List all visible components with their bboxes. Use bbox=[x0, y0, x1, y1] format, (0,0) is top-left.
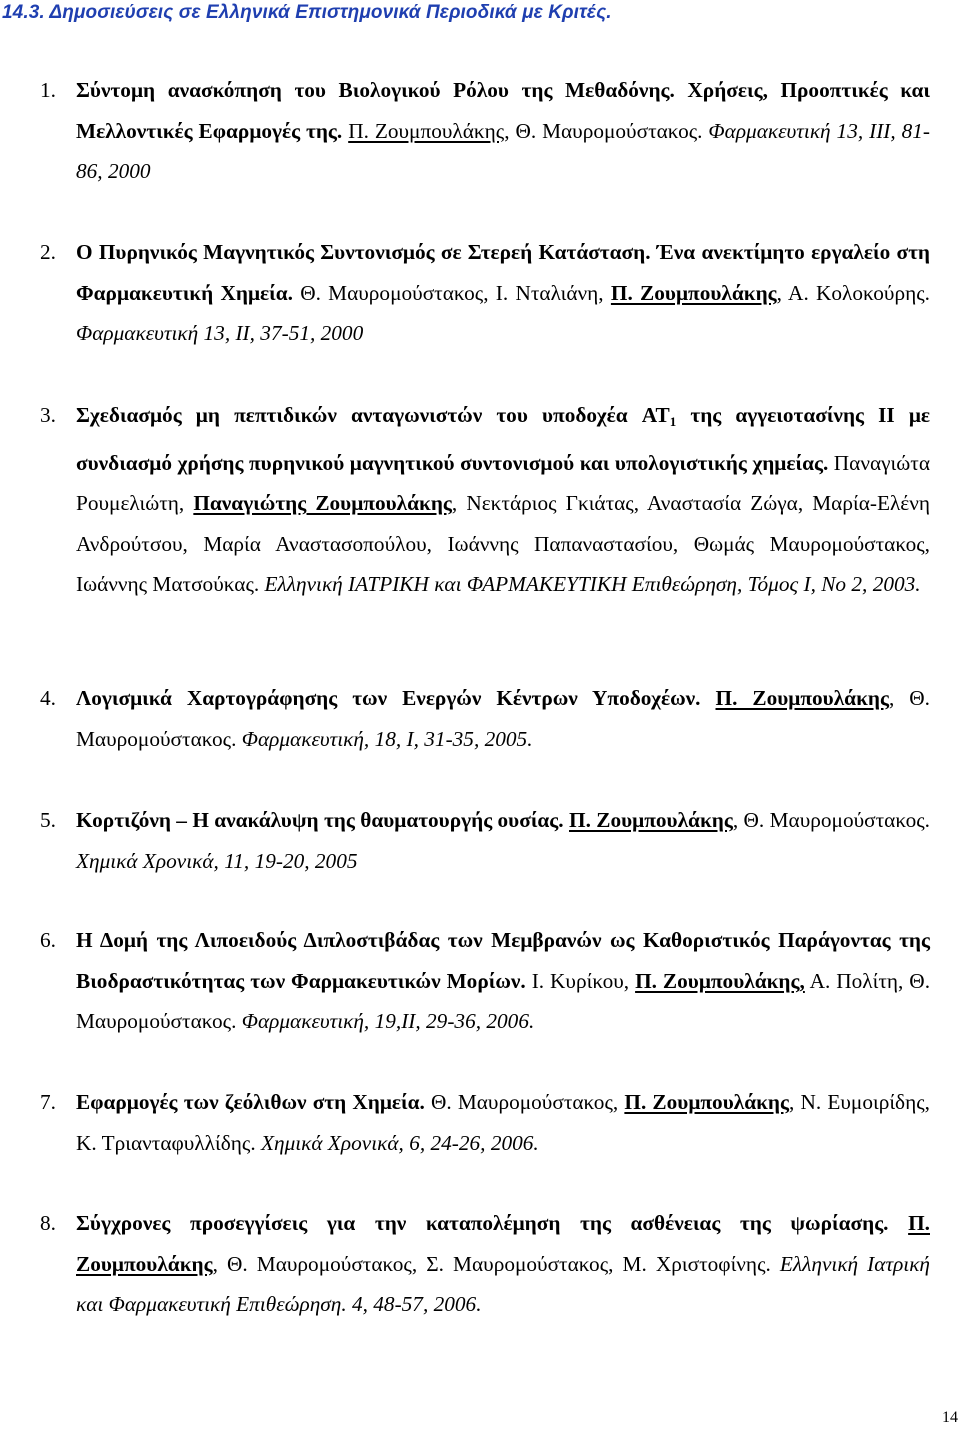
item-number: 1. bbox=[40, 78, 56, 102]
item-number: 4. bbox=[40, 686, 56, 710]
item-journal: Φαρμακευτική 13, II, 37-51, 2000 bbox=[76, 321, 364, 345]
item-number: 5. bbox=[40, 808, 56, 832]
item-authors: , Θ. Μαυρομούστακος, Σ. Μαυρομούστακος, Μ. Χριστοφίνης. bbox=[212, 1251, 771, 1276]
item-authors: , Νεκτάριος Γκιάτας, Αναστασία Ζώγα, Μαρία-Ελένη Ανδρούτσου, Μαρία Αναστασοπούλου, Ιωάννης Παπαναστασίου, Θωμάς Μαυρομούστακος, Ιωάννης Ματσούκας. bbox=[76, 491, 930, 596]
item-journal: Φαρμακευτική, 18, I, 31-35, 2005. bbox=[241, 726, 533, 751]
item-title: της αγγειοτασίνης ΙΙ με συνδιασμό χρήσης πυρηνικού μαγνητικού συντονισμού και υπολογιστικής χημείας. bbox=[76, 403, 931, 475]
item-authors: Ι. Κυρίκου, bbox=[531, 968, 630, 993]
item-body bbox=[76, 70, 930, 192]
item-authors: Θ. Μαυρομούστακος, Ι. Νταλιάνη, bbox=[300, 280, 604, 305]
highlighted-author: Π. Ζουμπουλάκης, bbox=[635, 968, 805, 993]
item-journal: Χημικά Χρονικά, 6, 24-26, 2006. bbox=[261, 1130, 539, 1155]
item-authors: , Α. Κολοκούρης. bbox=[776, 280, 931, 305]
item-title: Η Δομή της Λιποειδούς Διπλοστιβάδας των Μεμβρανών ως Καθοριστικός Παράγοντας της Βιοδραστικότητας των Φαρμακευτικών Μορίων. bbox=[76, 928, 930, 993]
item-number: 3. bbox=[40, 403, 56, 427]
item-title: Ο Πυρηνικός Μαγνητικός Συντονισμός σε Στερεή Κατάσταση. Ένα ανεκτίμητο εργαλείο στη Φαρμακευτική Χημεία. bbox=[76, 240, 930, 305]
item-title: Σύγχρονες προσεγγίσεις για την καταπολέμηση της ασθένειας της ψωρίασης. bbox=[76, 1211, 889, 1235]
item-number: 6. bbox=[40, 928, 56, 952]
highlighted-author: Παναγιώτης Ζουμπουλάκης bbox=[193, 491, 452, 515]
highlighted-author: Π. Ζουμπουλάκης bbox=[610, 280, 777, 305]
item-number: 2. bbox=[40, 240, 56, 264]
item-title: Εφαρμογές των ζεόλιθων στη Χημεία. bbox=[76, 1090, 425, 1114]
item-body bbox=[76, 232, 930, 354]
publication-item bbox=[40, 232, 930, 354]
title-subscript: 1 bbox=[669, 414, 677, 429]
publication-item bbox=[40, 1082, 930, 1163]
item-number: 8. bbox=[40, 1211, 56, 1235]
highlighted-author: Π. Ζουμπουλάκης bbox=[569, 808, 733, 832]
item-body bbox=[76, 1082, 930, 1163]
item-journal: Φαρμακευτική, 19,II, 29-36, 2006. bbox=[241, 1009, 535, 1033]
publication-item bbox=[40, 678, 930, 759]
highlighted-author: Π. Ζουμπουλάκης bbox=[348, 118, 505, 143]
publication-item bbox=[40, 1203, 930, 1325]
publication-item bbox=[40, 395, 930, 605]
item-authors: , Θ. Μαυρομούστακος. bbox=[504, 118, 703, 143]
item-authors: , Ν. Ευμοιρίδης, Κ. Τριανταφυλλίδης. bbox=[76, 1090, 930, 1155]
item-number: 7. bbox=[40, 1090, 56, 1114]
item-body bbox=[76, 920, 930, 1042]
item-journal: Φαρμακευτική 13, III, 81-86, 2000 bbox=[76, 118, 931, 183]
page-number: 14 bbox=[942, 1409, 958, 1426]
item-title: Σχεδιασμός μη πεπτιδικών ανταγωνιστών του υποδοχέα AT bbox=[76, 403, 670, 427]
highlighted-author: Π. Ζουμπουλάκης bbox=[76, 1211, 930, 1276]
item-title: Κορτιζόνη – Η ανακάλυψη της θαυματουργής ουσίας. bbox=[76, 808, 564, 832]
item-body bbox=[76, 395, 930, 605]
item-title: Σύντομη ανασκόπηση του Βιολογικού Ρόλου της Μεθαδόνης. Χρήσεις, Προοπτικές και Μελλοντικές Εφαρμογές της. bbox=[76, 78, 930, 143]
item-authors: Παναγιώτα Ρουμελιώτη, bbox=[76, 450, 930, 515]
item-journal: Ελληνική ΙΑΤΡΙΚΗ και ΦΑΡΜΑΚΕΥΤΙΚΗ Επιθεώρηση, Τόμος Ι, Νο 2, 2003. bbox=[264, 572, 921, 596]
section-heading: 14.3. Δημοσιεύσεις σε Ελληνικά Επιστημονικά Περιοδικά με Κριτές. bbox=[2, 2, 612, 23]
item-authors: , Θ. Μαυρομούστακος. bbox=[76, 686, 930, 751]
item-body bbox=[76, 800, 930, 881]
item-authors: , Θ. Μαυρομούστακος. bbox=[732, 808, 931, 832]
item-authors: Θ. Μαυρομούστακος, bbox=[430, 1090, 619, 1114]
item-journal: Χημικά Χρονικά, 11, 19-20, 2005 bbox=[76, 848, 358, 873]
item-title: Λογισμικά Χαρτογράφησης των Ενεργών Κέντρων Υποδοχέων. bbox=[76, 686, 701, 710]
item-body bbox=[76, 678, 930, 759]
publication-item bbox=[40, 920, 930, 1042]
highlighted-author: Π. Ζουμπουλάκης bbox=[715, 686, 889, 710]
publication-item bbox=[40, 800, 930, 881]
highlighted-author: Π. Ζουμπουλάκης bbox=[624, 1090, 790, 1114]
item-authors: Α. Πολίτη, Θ. Μαυρομούστακος. bbox=[76, 968, 931, 1033]
item-body bbox=[76, 1203, 930, 1325]
publication-item bbox=[40, 70, 930, 192]
item-journal: Ελληνική Ιατρική και Φαρμακευτική Επιθεώρηση. 4, 48-57, 2006. bbox=[76, 1251, 930, 1316]
